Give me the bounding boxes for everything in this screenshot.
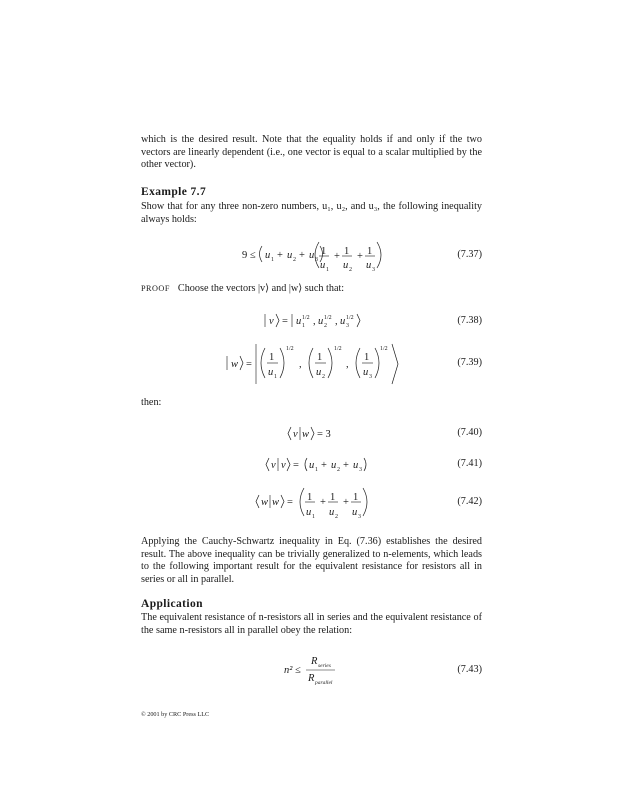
svg-text:1: 1 [364,352,370,363]
svg-text:u: u [265,250,271,261]
svg-text:+: + [343,497,349,508]
svg-text:,: , [299,359,302,370]
svg-text:u: u [320,260,326,271]
svg-text:2: 2 [349,267,352,273]
applying-paragraph: Applying the Cauchy-Schwartz inequality in Eq. (7.36) establishes the desired result. The above inequality can be trivially generalized to n-elements, which leads to the following important result for the equivalent resistance for resistors all in series or all in parallel. [141,536,482,585]
svg-text:+: + [320,497,326,508]
eq743-denominator: R [308,673,315,684]
eq743-lhs: n² ≤ [284,665,301,676]
svg-text:w: w [261,497,269,508]
svg-text:1: 1 [321,246,327,257]
svg-text:3: 3 [372,267,375,273]
svg-text:w: w [231,359,239,370]
equation-number-7-41: (7.41) [457,458,482,469]
svg-text:u: u [318,316,324,327]
svg-text:u: u [309,250,315,261]
svg-text:v: v [269,316,274,327]
then-text: then: [141,397,162,408]
eq737-bigparen-left [315,242,319,268]
svg-text:u: u [287,250,293,261]
svg-text:1: 1 [302,323,305,329]
equation-7-38 [141,310,482,332]
svg-text:3: 3 [369,374,372,380]
svg-text:v: v [271,460,276,471]
equation-7-37-graphic [141,236,471,276]
application-heading: Application [141,598,203,610]
svg-text:+: + [334,251,340,262]
svg-text:1: 1 [269,352,275,363]
svg-text:,: , [335,316,338,327]
svg-text:2: 2 [324,323,327,329]
equation-number-7-38: (7.38) [457,315,482,326]
eq740-rhs: = 3 [317,429,331,440]
svg-text:u: u [331,460,337,471]
svg-text:1/2: 1/2 [286,346,294,352]
svg-text:,: , [313,316,316,327]
svg-text:+: + [277,250,283,261]
svg-text:u: u [343,260,349,271]
equation-7-41-graphic [141,455,471,475]
svg-text:1: 1 [353,492,359,503]
svg-text:3: 3 [358,514,361,520]
svg-text:=: = [293,460,299,471]
proof-line [141,283,344,294]
svg-text:1: 1 [315,467,318,473]
equation-number-7-42: (7.42) [457,496,482,507]
svg-text:u: u [309,460,315,471]
svg-text:=: = [287,497,293,508]
copyright-footer: © 2001 by CRC Press LLC [141,711,210,718]
eq737-bigparen-right [377,242,381,268]
svg-text:=: = [246,359,252,370]
application-paragraph: The equivalent resistance of n-resistors all in series and the equivalent resistance of the same n-resistors all in parallel obey the relation: [141,612,482,636]
svg-text:u: u [353,460,359,471]
svg-text:v: v [281,460,286,471]
equation-7-43 [141,652,482,688]
svg-text:+: + [299,250,305,261]
equation-number-7-37: (7.37) [457,249,482,260]
svg-text:u: u [316,367,322,378]
example-statement: Show that for any three non-zero numbers, u₁, u₂, and u₃, the following inequality always holds: [141,201,482,225]
svg-text:1: 1 [317,352,323,363]
example-heading: Example 7.7 [141,186,207,198]
svg-text:u: u [306,507,312,518]
equation-7-41 [141,455,482,475]
equation-number-7-43: (7.43) [457,664,482,675]
svg-text:1/2: 1/2 [324,315,332,321]
eq737-paren-left [260,246,263,262]
equation-7-39-graphic [141,340,471,386]
equation-7-39 [141,340,482,386]
svg-text:2: 2 [335,514,338,520]
eq743-denominator-sub: parallel [315,680,333,686]
svg-text:3: 3 [346,323,349,329]
eq737-lhs: 9 ≤ [242,250,256,261]
svg-text:=: = [282,316,288,327]
svg-text:u: u [352,507,358,518]
svg-text:+: + [357,251,363,262]
svg-text:1/2: 1/2 [302,315,310,321]
svg-text:1/2: 1/2 [380,346,388,352]
svg-text:1/2: 1/2 [346,315,354,321]
svg-text:w: w [272,497,280,508]
svg-text:1: 1 [312,514,315,520]
equation-7-43-graphic [141,652,471,688]
svg-text:,: , [346,359,349,370]
svg-text:1: 1 [367,246,373,257]
svg-text:u: u [329,507,335,518]
svg-text:u: u [268,367,274,378]
equation-7-42-graphic [141,484,471,522]
equation-7-40-graphic [141,424,471,444]
svg-text:3: 3 [315,257,318,263]
svg-text:1: 1 [344,246,350,257]
svg-text:u: u [296,316,302,327]
svg-text:1: 1 [330,492,336,503]
svg-text:2: 2 [337,467,340,473]
svg-text:1: 1 [271,257,274,263]
svg-text:+: + [343,460,349,471]
svg-text:u: u [366,260,372,271]
equation-7-38-graphic [141,310,471,332]
svg-text:w: w [302,429,310,440]
svg-text:1: 1 [274,374,277,380]
svg-text:u: u [340,316,346,327]
svg-text:2: 2 [322,374,325,380]
svg-text:1: 1 [326,267,329,273]
svg-text:1/2: 1/2 [334,346,342,352]
intro-paragraph: which is the desired result. Note that the equality holds if and only if the two vectors are linearly dependent (i.e., one vector is equal to a scalar multiplied by the other vector). [141,134,482,171]
svg-text:v: v [293,429,298,440]
proof-text: Choose the vectors |v⟩ and |w⟩ such that: [177,283,345,294]
equation-7-40 [141,424,482,444]
svg-text:2: 2 [293,257,296,263]
svg-text:+: + [321,460,327,471]
equation-number-7-40: (7.40) [457,427,482,438]
svg-text:u: u [363,367,369,378]
eq743-numerator-sub: series [318,663,331,669]
equation-7-37 [141,236,482,276]
proof-label: PROOF [141,284,170,293]
svg-text:3: 3 [359,467,362,473]
eq743-numerator: R [311,656,318,667]
equation-number-7-39: (7.39) [457,357,482,368]
equation-7-42 [141,484,482,522]
svg-text:1: 1 [307,492,313,503]
